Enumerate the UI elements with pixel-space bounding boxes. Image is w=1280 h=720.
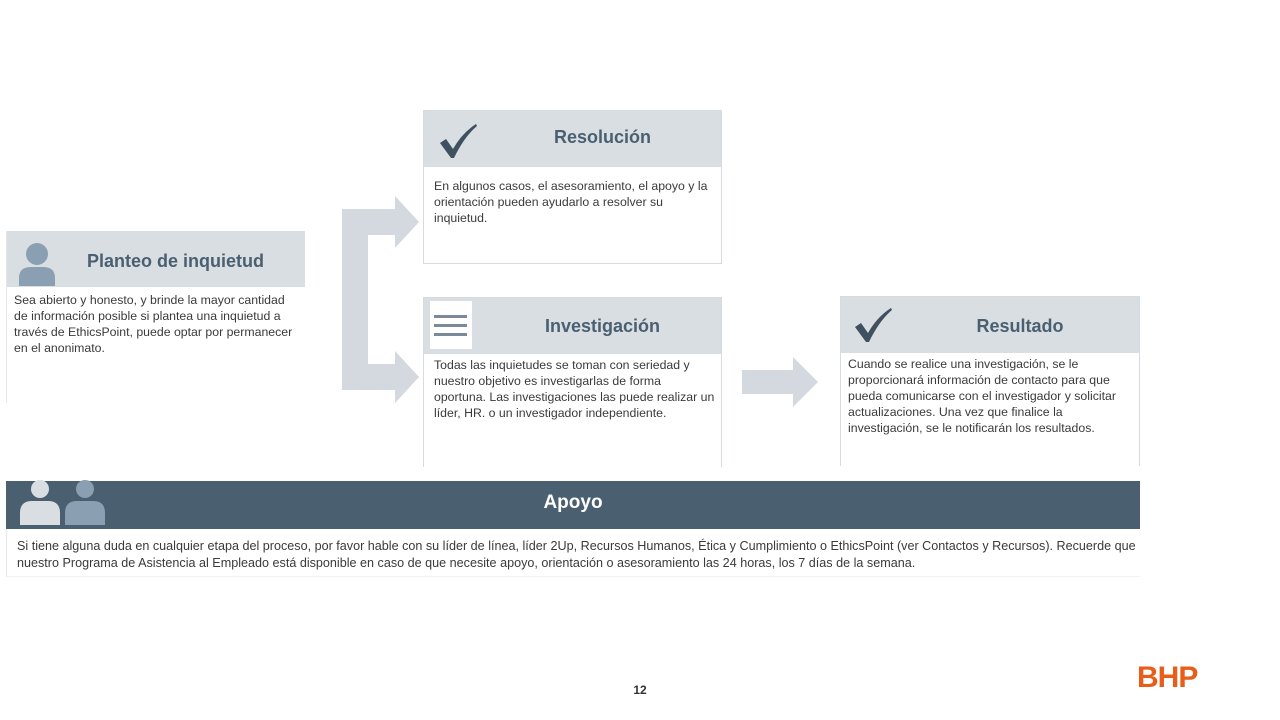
card-body: Cuando se realice una investigación, se le proporcionará información de contacto para que pueda comunicarse con el investigador y solicitar actualizaciones. Una vez que finalice la investigación, se le notificarán los resultados. <box>848 357 1116 435</box>
checkmark-icon <box>853 307 893 343</box>
apoyo-header <box>6 481 1140 529</box>
branch-arrow <box>342 196 419 403</box>
card-resultado <box>840 296 1140 466</box>
apoyo-body: Si tiene alguna duda en cualquier etapa del proceso, por favor hable con su líder de línea, líder 2Up, Recursos Humanos, Ética y Cumplimiento o EthicsPoint (ver Contactos y Recursos). Recuerde que nuestro Programa de Asistencia al Empleado está disponible en caso de que necesite apoyo, orientación o asesoramiento las 24 horas, los 7 días de la semana. <box>6 529 1140 577</box>
card-title: Investigación <box>544 316 661 336</box>
card-body: Sea abierto y honesto, y brinde la mayor cantidad de información posible si plantea una inquietud a través de EthicsPoint, puede optar por permanecer en el anonimato. <box>14 293 293 355</box>
card-investigacion <box>423 297 722 467</box>
checkmark-icon <box>438 123 478 159</box>
card-title: Planteo de inquietud <box>87 251 265 271</box>
card-title: Resolución <box>553 127 651 147</box>
right-arrow <box>742 357 818 407</box>
person-icon <box>17 240 57 286</box>
bhp-logo: BHP <box>1137 661 1198 694</box>
card-body: En algunos casos, el asesoramiento, el apoyo y la orientación pueden ayudarlo a resolver su inquietud. <box>434 179 708 225</box>
document-lines-icon <box>430 301 472 349</box>
apoyo-title: Apoyo <box>543 492 603 513</box>
card-planteo-de-inquietud <box>6 231 305 403</box>
card-body: Todas las inquietudes se toman con seriedad y nuestro objetivo es investigarlas de forma oportuna. Las investigaciones las puede realizar un líder, HR. o un investigador independiente. <box>434 358 715 420</box>
card-title: Resultado <box>976 316 1064 336</box>
page-number: 12 <box>633 683 647 697</box>
card-resolucion <box>423 110 722 264</box>
